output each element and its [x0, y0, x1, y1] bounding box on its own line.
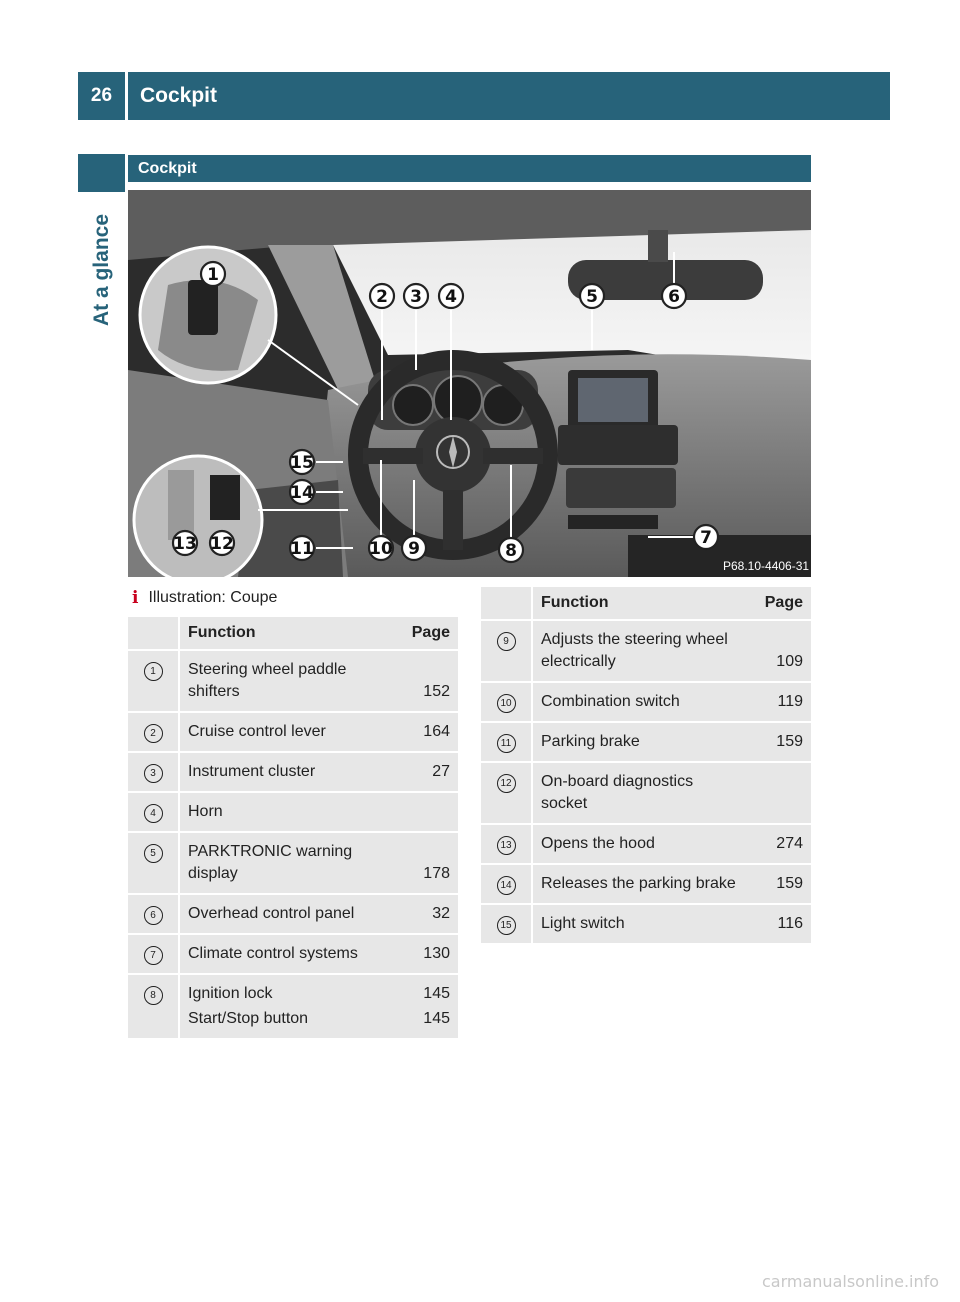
row-number: 3 [128, 753, 180, 793]
row-number: 12 [481, 763, 533, 825]
row-page: 116 [743, 905, 811, 945]
svg-text:13: 13 [173, 534, 197, 554]
table-row [128, 713, 458, 753]
callout-13 [173, 531, 197, 555]
table-row [481, 825, 811, 865]
row-page: 145 145 [390, 975, 458, 1040]
row-page [390, 793, 458, 833]
column-header-page: Page [390, 617, 458, 651]
side-tab-marker [78, 154, 125, 192]
footer-watermark: carmanualsonline.info [762, 1272, 940, 1291]
table-row [481, 621, 811, 683]
row-page: 27 [390, 753, 458, 793]
callout-10 [369, 536, 393, 560]
table-row [481, 865, 811, 905]
callout-11 [290, 536, 314, 560]
row-number: 8 [128, 975, 180, 1040]
table-row [128, 651, 458, 713]
row-number: 10 [481, 683, 533, 723]
row-page: 159 [743, 723, 811, 763]
row-page: 109 [743, 621, 811, 683]
svg-text:4: 4 [445, 287, 457, 307]
row-function: Light switch [533, 905, 743, 945]
section-title: Cockpit [128, 155, 811, 182]
table-row [128, 935, 458, 975]
chapter-title: Cockpit [128, 72, 890, 120]
row-function: Ignition lock Start/Stop button [180, 975, 390, 1040]
row-page: 274 [743, 825, 811, 865]
row-function: Instrument cluster [180, 753, 390, 793]
row-function: Cruise control lever [180, 713, 390, 753]
svg-text:8: 8 [505, 541, 517, 561]
row-page: 152 [390, 651, 458, 713]
callout-8 [499, 538, 523, 562]
svg-text:6: 6 [668, 287, 680, 307]
row-number: 6 [128, 895, 180, 935]
function-table-right [481, 587, 811, 945]
row-function: Adjusts the steering wheel electrically [533, 621, 743, 683]
info-text: Illustration: Coupe [148, 589, 278, 606]
column-header-function: Function [180, 617, 390, 651]
row-function: Steering wheel paddle shifters [180, 651, 390, 713]
svg-text:3: 3 [410, 287, 422, 307]
row-function: Horn [180, 793, 390, 833]
row-page: 159 [743, 865, 811, 905]
svg-text:10: 10 [369, 539, 393, 559]
page-number: 26 [78, 72, 125, 120]
info-note [128, 588, 277, 608]
info-icon: i [132, 588, 139, 608]
column-header-function: Function [533, 587, 743, 621]
row-function: Overhead control panel [180, 895, 390, 935]
table-row [128, 975, 458, 1040]
callout-2 [370, 284, 394, 308]
svg-text:2: 2 [376, 287, 388, 307]
svg-text:7: 7 [700, 528, 712, 548]
row-function: Parking brake [533, 723, 743, 763]
row-page: 119 [743, 683, 811, 723]
column-header-page: Page [743, 587, 811, 621]
callout-14 [290, 480, 314, 504]
row-page: 164 [390, 713, 458, 753]
column-header-number [128, 617, 180, 651]
row-number: 13 [481, 825, 533, 865]
row-number: 15 [481, 905, 533, 945]
row-function: Combination switch [533, 683, 743, 723]
row-page: 178 [390, 833, 458, 895]
table-row [481, 763, 811, 825]
callout-5 [580, 284, 604, 308]
table-row [128, 833, 458, 895]
table-row [128, 895, 458, 935]
svg-text:12: 12 [210, 534, 234, 554]
function-table-left [128, 617, 458, 1040]
svg-text:15: 15 [290, 453, 314, 473]
side-section-label: At a glance [89, 213, 113, 327]
callout-12 [210, 531, 234, 555]
callout-3 [404, 284, 428, 308]
row-number: 4 [128, 793, 180, 833]
row-function: Opens the hood [533, 825, 743, 865]
table-row [481, 683, 811, 723]
row-function: PARKTRONIC warning display [180, 833, 390, 895]
cockpit-illustration [128, 190, 811, 577]
image-code: P68.10-4406-31 [723, 559, 810, 573]
row-page [743, 763, 811, 825]
svg-text:11: 11 [290, 539, 314, 559]
row-number: 5 [128, 833, 180, 895]
table-row [128, 753, 458, 793]
callout-6 [662, 284, 686, 308]
row-function: Releases the parking brake [533, 865, 743, 905]
row-number: 1 [128, 651, 180, 713]
svg-text:9: 9 [408, 539, 420, 559]
row-page: 32 [390, 895, 458, 935]
callout-4 [439, 284, 463, 308]
svg-text:14: 14 [290, 483, 314, 503]
svg-text:5: 5 [586, 287, 598, 307]
row-number: 2 [128, 713, 180, 753]
row-number: 9 [481, 621, 533, 683]
callout-9 [402, 536, 426, 560]
callout-15 [290, 450, 314, 474]
row-number: 7 [128, 935, 180, 975]
column-header-number [481, 587, 533, 621]
row-function: On-board diagnostics socket [533, 763, 743, 825]
table-row [128, 793, 458, 833]
callout-1 [201, 262, 225, 286]
row-function: Climate control systems [180, 935, 390, 975]
row-page: 130 [390, 935, 458, 975]
row-number: 14 [481, 865, 533, 905]
table-row [481, 723, 811, 763]
svg-text:1: 1 [207, 265, 219, 285]
table-row [481, 905, 811, 945]
callout-7 [694, 525, 718, 549]
row-number: 11 [481, 723, 533, 763]
